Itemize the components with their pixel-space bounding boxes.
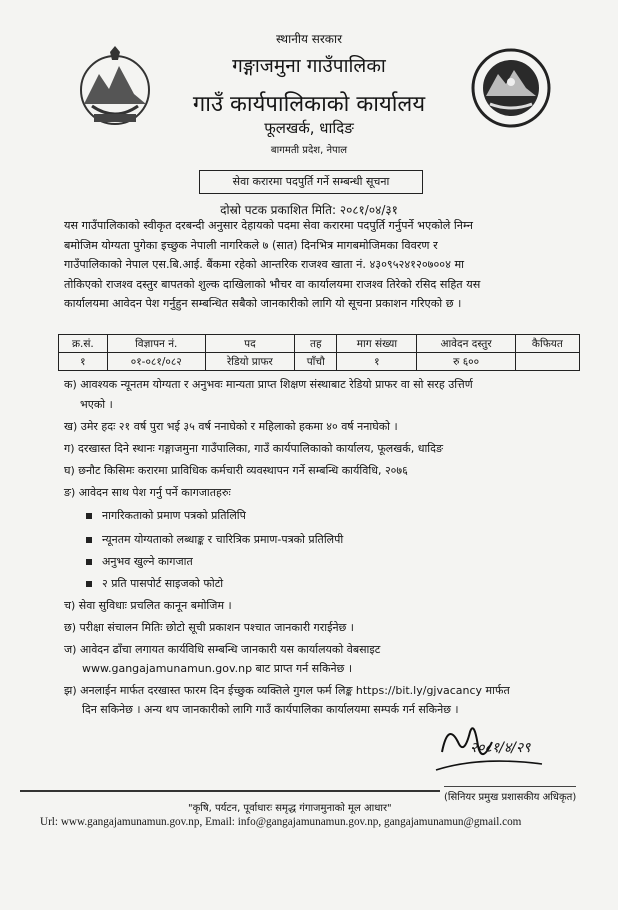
col-level: तह (295, 335, 337, 353)
cell-demand: १ (337, 353, 417, 371)
footer-divider (20, 790, 440, 792)
header-office-name: गाउँ कार्यपालिकाको कार्यालय (192, 92, 426, 117)
cell-fee: रु ६०० (417, 353, 515, 371)
vacancy-table (58, 334, 580, 371)
header-province: बागमती प्रदेश, नेपाल (270, 145, 348, 156)
item-exam-date: छ) परीक्षा संचालन मितिः छोटो सूची प्रकाशन पश्चात जानकारी गराईनेछ । (64, 621, 354, 634)
cell-post: रेडियो प्राफर (205, 353, 294, 371)
table-row (59, 353, 580, 371)
bullet-square-icon (86, 537, 92, 543)
col-remarks: कैफियत (515, 335, 579, 353)
item-online-application: झ) अनलाईन मार्फत दरखास्त फारम दिन ईच्छुक व्यक्तिले गुगल फर्म लिङ्क https://bit.ly/gjvacancy मार्फत (64, 684, 510, 697)
body-line: यस गाउँपालिकाको स्वीकृत दरबन्दी अनुसार देहायको पदमा सेवा करारमा पदपुर्ति गर्नुपर्ने भएकोले निम्न (64, 219, 473, 232)
footer-slogan: "कृषि, पर्यटन, पूर्वाधारः समृद्ध गंगाजमुनाको मूल आधार" (188, 803, 392, 814)
bullet-square-icon (86, 513, 92, 519)
notice-title: सेवा करारमा पदपुर्ति गर्ने सम्बन्धी सूचना (199, 170, 423, 194)
doc-list-item: २ प्रति पासपोर्ट साइजको फोटो (86, 576, 223, 591)
cell-advert-no: ०१-०८१/०८२ (107, 353, 205, 371)
cell-serial: १ (59, 353, 108, 371)
col-fee: आवेदन दस्तुर (417, 335, 515, 353)
item-documents-heading: ङ) आवेदन साथ पेश गर्नु पर्ने कागजातहरुः (64, 486, 231, 499)
published-date: दोस्रो पटक प्रकाशित मिति: २०८१/०४/३१ (220, 203, 398, 217)
bullet-square-icon (86, 559, 92, 565)
header-line-local-government: स्थानीय सरकार (276, 32, 342, 46)
item-form-info: ज) आवेदन ढाँचा लगायत कार्यविधि सम्बन्धि जानकारी यस कार्यालयको वेबसाइट (64, 643, 381, 656)
col-demand: माग संख्या (337, 335, 417, 353)
signer-title: (सिनियर प्रमुख प्रशासकीय अधिकृत) (444, 786, 576, 803)
item-qualification-cont: भएको । (80, 398, 113, 411)
signature-date: २०८१/४/२९ (470, 740, 531, 756)
col-advert-no: विज्ञापन नं. (107, 335, 205, 353)
table-header-row (59, 335, 580, 353)
item-qualification: क) आवश्यक न्यूनतम योग्यता र अनुभवः मान्यता प्राप्त शिक्षण संस्थाबाट रेडियो प्राफर वा सो सरह उत्तिर्ण (64, 378, 473, 391)
body-line: गाउँपालिकाको नेपाल एस.बि.आई. बैंकमा रहेको आन्तरिक राजश्व खाता नं. ४३०९५२४१२०७००४ मा (64, 258, 465, 271)
header-municipality-name: गङ्गाजमुना गाउँपालिका (232, 55, 386, 77)
notice-body (64, 216, 558, 314)
item-online-application-cont: दिन सकिनेछ । अन्य थप जानकारीको लागि गाउँ कार्यपालिका कार्यालयमा सम्पर्क गर्न सकिनेछ । (82, 703, 459, 716)
municipality-logo-icon (470, 44, 552, 132)
header-location: फूलखर्क, धादिङ (264, 119, 354, 137)
footer-contact: Url: www.gangajamunamun.gov.np, Email: info@gangajamunamun.gov.np, gangajamunamun@gmail.com (40, 816, 522, 828)
item-form-info-website: www.gangajamunamun.gov.np बाट प्राप्त गर्न सकिनेछ । (82, 662, 353, 675)
item-service-facility: च) सेवा सुविधाः प्रचलित कानून बमोजिम । (64, 599, 232, 612)
doc-list-item: नागरिकताको प्रमाण पत्रको प्रतिलिपि (86, 508, 246, 523)
item-selection-type: घ) छनौट किसिमः करारमा प्राविधिक कर्मचारी व्यवस्थापन गर्ने सम्बन्धि कार्यविधि, २०७६ (64, 464, 408, 477)
item-age-limit: ख) उमेर हदः २१ वर्ष पुरा भई ३५ वर्ष ननाघेको र महिलाको हकमा ४० वर्ष ननाघेको । (64, 420, 398, 433)
cell-level: पाँचौ (295, 353, 337, 371)
body-line: बमोजिम योग्यता पुगेका इच्छुक नेपाली नागरिकले ७ (सात) दिनभित्र मागबमोजिमका विवरण र (64, 238, 438, 252)
body-line: तोकिएको राजश्व दस्तुर बापतको शुल्क दाखिलाको भौचर वा कार्यालयमा राजश्व तिरेको रसिद सहित यस (64, 277, 481, 291)
col-post: पद (205, 335, 294, 353)
cell-remarks (515, 353, 579, 371)
col-serial: क्र.सं. (59, 335, 108, 353)
doc-list-item: अनुभव खुल्ने कागजात (86, 554, 193, 569)
nepal-emblem-icon (74, 44, 156, 132)
doc-list-item: न्यूनतम योग्यताको लब्धाङ्क र चारित्रिक प्रमाण-पत्रको प्रतिलिपी (86, 532, 343, 547)
item-application-place: ग) दरखास्त दिने स्थानः गङ्गाजमुना गाउँपालिका, गाउँ कार्यपालिकाको कार्यालय, फूलखर्क, धादिङ (64, 442, 444, 455)
bullet-square-icon (86, 581, 92, 587)
body-line: कार्यालयमा आवेदन पेश गर्नुहुन सम्बन्धित सबैको जानकारीको लागि यो सूचना प्रकाशन गरिएको छ । (64, 297, 462, 310)
